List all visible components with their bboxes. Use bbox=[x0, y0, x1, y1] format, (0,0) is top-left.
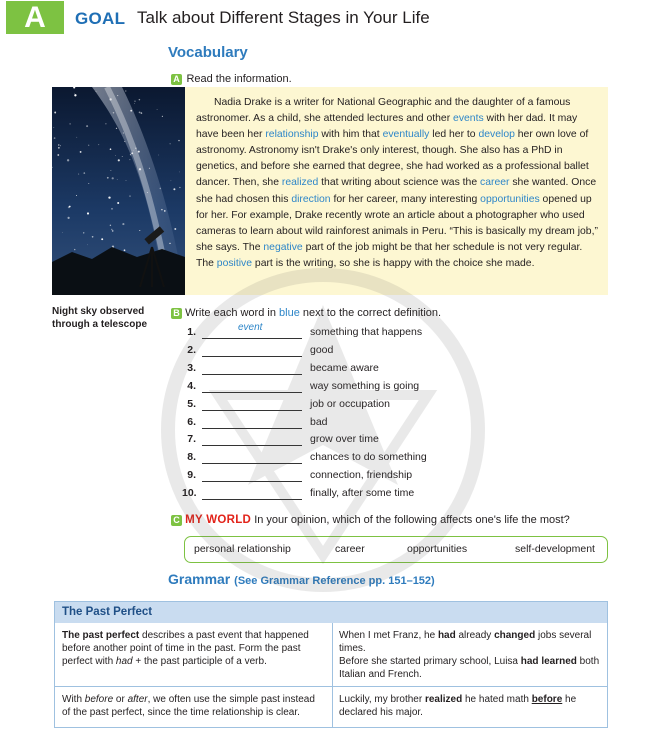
vocab-word: relationship bbox=[265, 129, 319, 141]
grammar-text: changed bbox=[494, 630, 536, 641]
goal-title: Talk about Different Stages in Your Life bbox=[137, 8, 430, 27]
reading-segment: opened up for her. For example, Drake recently wrote an article about a photographer who used cameras to learn about wild rainforest animals in Peru. “This is basically my dream job,” she says. The bbox=[196, 193, 598, 253]
star bbox=[122, 156, 123, 157]
vocab-word: realized bbox=[281, 177, 319, 189]
star bbox=[88, 145, 89, 146]
star bbox=[96, 91, 97, 92]
star bbox=[139, 111, 141, 113]
star bbox=[134, 103, 135, 104]
star bbox=[58, 147, 59, 148]
star bbox=[112, 177, 114, 179]
star bbox=[178, 140, 179, 141]
options-box bbox=[184, 536, 608, 563]
star bbox=[57, 154, 59, 156]
answer-blank[interactable] bbox=[202, 356, 302, 357]
definition-text: bad bbox=[310, 415, 328, 428]
star bbox=[164, 210, 166, 212]
definition-text: something that happens bbox=[310, 326, 423, 338]
answer-blank[interactable] bbox=[202, 463, 302, 464]
reading-segment: her own love of astronomy. Astronomy isn't Drake's only interest, though. She also has a PhD in genetics, and before she earned that degree, she had worked as a professional ballet dancer. Then, she bbox=[196, 129, 589, 189]
grammar-text: jobs several times. bbox=[339, 630, 592, 655]
table-divider bbox=[332, 623, 333, 727]
star bbox=[54, 112, 56, 114]
option-personal-relationship: personal relationship bbox=[194, 543, 291, 555]
exercise-b-text: Write each word in blue next to the correct definition. bbox=[185, 307, 442, 319]
star bbox=[101, 238, 103, 240]
star bbox=[113, 112, 114, 113]
reading-passage bbox=[185, 87, 608, 295]
star bbox=[87, 244, 88, 245]
reading-text bbox=[185, 87, 608, 272]
answer-blank[interactable] bbox=[202, 410, 302, 411]
grammar-text: realized bbox=[424, 694, 463, 705]
grammar-cell-examples bbox=[339, 629, 601, 681]
item-number: 4. bbox=[187, 379, 196, 392]
grammar-reference: (See Grammar Reference pp. 151–152) bbox=[234, 575, 435, 587]
star bbox=[174, 228, 176, 230]
grammar-text: Before she started primary school, Luisa bbox=[339, 656, 521, 668]
star bbox=[60, 145, 61, 146]
star bbox=[78, 174, 79, 175]
answer-text: event bbox=[238, 322, 263, 333]
reading-segment: for her career, many interesting bbox=[330, 193, 481, 205]
star bbox=[69, 206, 71, 208]
star bbox=[138, 151, 140, 153]
vocab-word: events bbox=[453, 113, 484, 125]
reading-segment: that writing about science was the bbox=[318, 177, 481, 189]
vocab-word: direction bbox=[291, 193, 331, 205]
definition-text: good bbox=[310, 343, 334, 356]
star bbox=[160, 188, 162, 190]
definition-text: grow over time bbox=[310, 433, 379, 446]
goal-label: GOAL bbox=[75, 9, 126, 28]
star bbox=[124, 141, 125, 142]
exercise-a-badge: A bbox=[171, 74, 182, 85]
star bbox=[122, 223, 124, 225]
star bbox=[115, 155, 116, 156]
star bbox=[131, 152, 133, 154]
grammar-text: had bbox=[437, 630, 456, 641]
answer-blank[interactable] bbox=[202, 481, 302, 482]
star bbox=[112, 230, 114, 232]
star bbox=[169, 243, 170, 244]
definition-text: became aware bbox=[310, 361, 379, 374]
star bbox=[80, 151, 82, 153]
vocab-word: opportunities bbox=[480, 193, 540, 205]
answer-blank[interactable] bbox=[202, 374, 302, 375]
star bbox=[62, 232, 63, 233]
star bbox=[74, 249, 75, 250]
grammar-text: The past perfect bbox=[62, 630, 140, 641]
item-number: 3. bbox=[187, 361, 196, 374]
star bbox=[130, 110, 132, 112]
star bbox=[110, 148, 112, 150]
grammar-cell-example bbox=[339, 693, 601, 719]
grammar-text: had bbox=[115, 656, 133, 668]
star bbox=[135, 148, 136, 149]
star bbox=[109, 98, 111, 100]
star bbox=[67, 159, 69, 161]
star bbox=[54, 137, 56, 139]
reading-segment: led her to bbox=[429, 129, 479, 141]
star bbox=[130, 159, 131, 160]
star bbox=[110, 225, 111, 226]
grammar-text: before bbox=[531, 694, 563, 705]
reading-segment: part of the job might be that her schedule is not very regular. The bbox=[196, 241, 583, 269]
grammar-heading: Grammar (See Grammar Reference pp. 151–152) bbox=[168, 571, 435, 587]
grammar-table-title: The Past Perfect bbox=[55, 602, 607, 623]
star bbox=[111, 208, 112, 209]
item-number: 10. bbox=[182, 487, 197, 500]
option-opportunities: opportunities bbox=[407, 543, 468, 555]
reading-segment: with her dad. It may have been her bbox=[196, 113, 578, 141]
star bbox=[69, 123, 70, 124]
item-number: 8. bbox=[187, 451, 196, 464]
star bbox=[58, 144, 59, 145]
star bbox=[74, 93, 75, 94]
star bbox=[130, 154, 131, 155]
grammar-cell-rule bbox=[62, 629, 326, 668]
exercise-a-instruction bbox=[171, 69, 292, 87]
vocab-word: develop bbox=[478, 129, 515, 141]
grammar-text: had learned bbox=[520, 656, 577, 668]
star bbox=[108, 196, 110, 198]
grammar-text: When I met Franz, he bbox=[339, 630, 438, 641]
star bbox=[98, 144, 99, 145]
reading-segment: Nadia Drake is a writer for National Geographic and the daughter of a famous astronomer. As a child, she attended lectures and other bbox=[196, 97, 571, 125]
star bbox=[126, 180, 127, 181]
grammar-text: Luckily, my brother bbox=[339, 694, 425, 705]
grammar-cell-note bbox=[62, 693, 326, 719]
table-divider bbox=[55, 686, 607, 687]
grammar-text: before bbox=[84, 694, 114, 705]
lesson-tab-letter: A bbox=[6, 1, 64, 34]
grammar-text: With bbox=[62, 694, 85, 705]
star bbox=[88, 183, 89, 184]
item-number: 9. bbox=[187, 469, 196, 482]
vocab-word: positive bbox=[216, 257, 253, 269]
star bbox=[173, 188, 175, 190]
star bbox=[83, 232, 84, 233]
star bbox=[123, 132, 124, 133]
photo-caption: Night sky observed through a telescope bbox=[52, 306, 148, 330]
star bbox=[149, 168, 150, 169]
vocab-word: eventually bbox=[382, 129, 430, 141]
star bbox=[116, 128, 117, 129]
grammar-text: already bbox=[455, 630, 495, 641]
answer-blank[interactable] bbox=[202, 338, 302, 339]
definition-text: chances to do something bbox=[310, 451, 427, 464]
grammar-text: he hated math bbox=[462, 694, 532, 705]
star bbox=[147, 192, 148, 193]
star bbox=[83, 172, 85, 174]
star bbox=[158, 155, 159, 156]
star bbox=[67, 217, 69, 219]
answer-blank[interactable] bbox=[202, 499, 302, 500]
exercise-b-instruction bbox=[171, 307, 441, 319]
star bbox=[162, 116, 163, 117]
grammar-text: , we often use the simple past instead of the past perfect, since the time relationship is clear. bbox=[62, 694, 315, 719]
star bbox=[139, 168, 141, 170]
star bbox=[76, 137, 77, 138]
vocab-word: career bbox=[480, 177, 510, 189]
star bbox=[161, 209, 163, 211]
star bbox=[92, 236, 94, 238]
option-self-development: self-development bbox=[515, 543, 595, 555]
star bbox=[139, 99, 141, 101]
item-number: 6. bbox=[187, 415, 196, 428]
grammar-text: + the past participle of a verb. bbox=[132, 656, 267, 668]
star bbox=[105, 123, 106, 124]
answer-blank[interactable] bbox=[202, 428, 302, 429]
star bbox=[117, 179, 118, 180]
grammar-text: both Italian and French. bbox=[339, 656, 600, 681]
option-career: career bbox=[335, 543, 365, 555]
star bbox=[134, 101, 135, 102]
exercise-c-badge: C bbox=[171, 515, 182, 526]
star bbox=[141, 112, 143, 114]
definition-text: job or occupation bbox=[310, 397, 390, 410]
star bbox=[111, 229, 112, 230]
item-number: 7. bbox=[187, 433, 196, 446]
star bbox=[124, 249, 126, 251]
star bbox=[53, 127, 54, 128]
definition-text: connection, friendship bbox=[310, 469, 413, 482]
item-number: 5. bbox=[187, 397, 196, 410]
star bbox=[107, 177, 109, 179]
night-sky-image bbox=[52, 87, 185, 295]
exercise-c-instruction bbox=[171, 514, 570, 526]
grammar-text: describes a past event that happened before another point of time in the past. Form the past perfect with bbox=[62, 630, 309, 668]
star bbox=[125, 90, 126, 91]
answer-blank[interactable] bbox=[202, 445, 302, 446]
exercise-c-question: In your opinion, which of the following affects one's life the most? bbox=[254, 514, 570, 526]
definition-text: finally, after some time bbox=[310, 487, 415, 500]
night-sky-photo bbox=[52, 87, 185, 295]
star bbox=[129, 195, 130, 196]
star bbox=[157, 109, 158, 110]
star bbox=[87, 212, 89, 214]
answer-blank[interactable] bbox=[202, 392, 302, 393]
reading-segment: she wanted. Once she had chosen this bbox=[196, 177, 597, 205]
vocabulary-heading: Vocabulary bbox=[168, 44, 248, 61]
vocab-word: negative bbox=[263, 241, 303, 253]
grammar-text: after bbox=[127, 694, 148, 705]
my-world-label: MY WORLD bbox=[185, 514, 252, 526]
star bbox=[139, 230, 140, 231]
item-number: 1. bbox=[187, 326, 196, 338]
star bbox=[117, 95, 118, 96]
exercise-b-badge: B bbox=[171, 308, 182, 319]
item-number: 2. bbox=[187, 343, 196, 356]
star bbox=[133, 150, 134, 151]
star bbox=[179, 187, 180, 188]
star bbox=[76, 195, 77, 196]
star bbox=[170, 143, 171, 144]
star bbox=[179, 172, 180, 173]
reading-segment: with him that bbox=[318, 129, 383, 141]
star bbox=[86, 125, 88, 127]
reading-segment: part is the writing, so she is happy with the choice she made. bbox=[252, 257, 535, 269]
star bbox=[74, 94, 76, 96]
definition-text: way something is going bbox=[310, 379, 420, 392]
star bbox=[171, 180, 172, 181]
exercise-a-text: Read the information. bbox=[186, 73, 292, 85]
grammar-text: he declared his major. bbox=[339, 694, 577, 719]
star bbox=[117, 202, 119, 204]
grammar-text: or bbox=[113, 694, 128, 705]
grammar-table bbox=[54, 601, 608, 728]
star bbox=[118, 159, 120, 161]
star bbox=[111, 170, 112, 171]
